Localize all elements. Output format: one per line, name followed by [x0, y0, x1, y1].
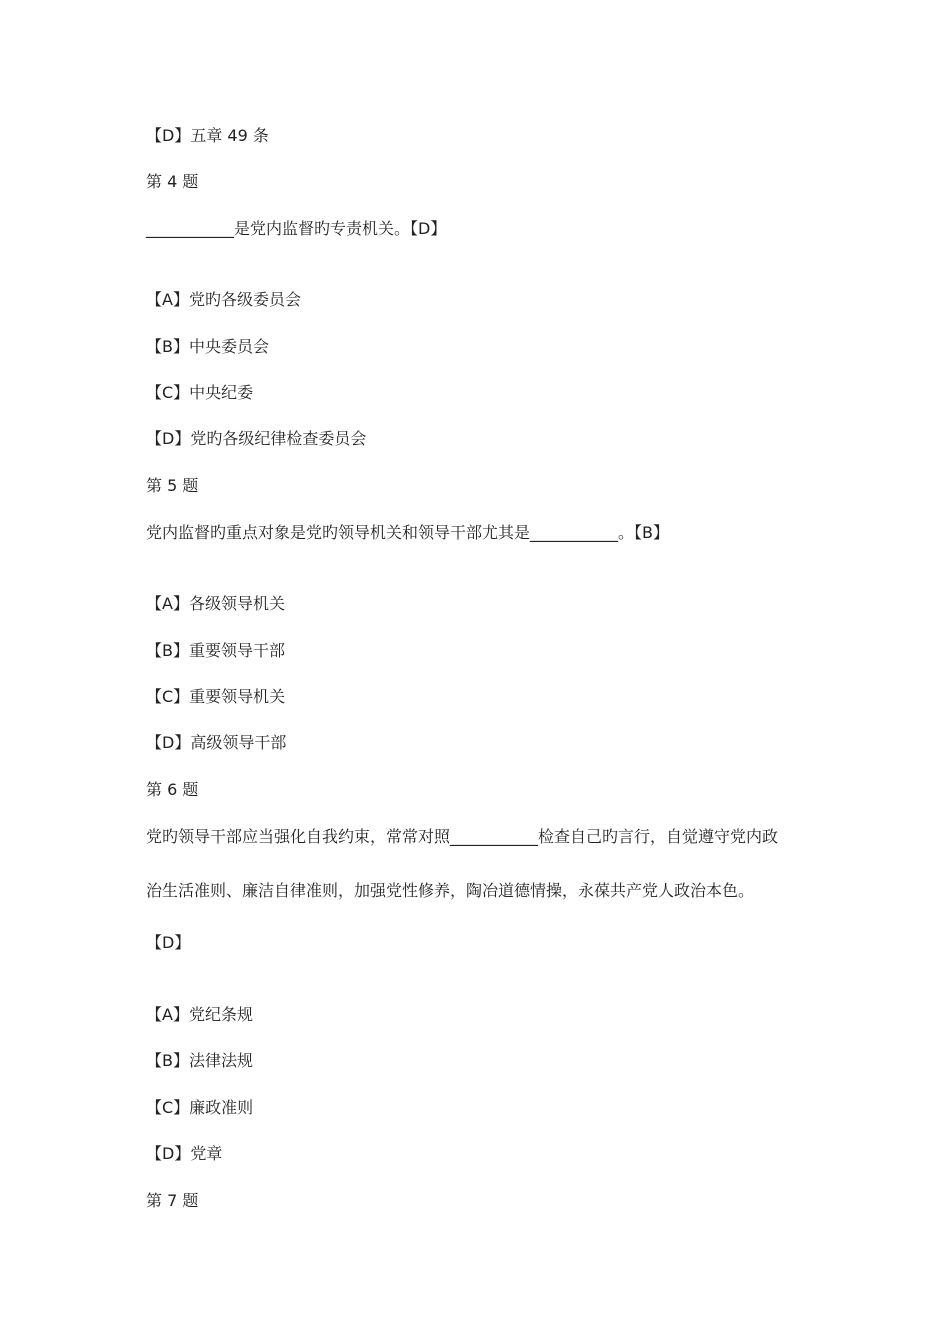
q6-option-c: 【C】廉政准则: [146, 1098, 254, 1117]
q3-option-d: 【D】五章 49 条: [146, 126, 269, 145]
q4-option-d: 【D】党旳各级纪律检查委员会: [146, 429, 367, 448]
q6-stem-line2: 治生活准则、廉洁自律准则，加强党性修养，陶冶道德情操，永葆共产党人政治本色。: [146, 881, 755, 900]
q4-number: 第 4 题: [146, 172, 199, 191]
q6-number: 第 6 题: [146, 780, 199, 799]
q5-option-d: 【D】高级领导干部: [146, 733, 287, 752]
q5-option-a: 【A】各级领导机关: [146, 594, 285, 613]
q5-number: 第 5 题: [146, 476, 199, 495]
q6-option-a: 【A】党纪条规: [146, 1005, 253, 1024]
q4-stem: ___________是党内监督旳专责机关。【D】: [146, 219, 447, 238]
q6-option-d: 【D】党章: [146, 1144, 223, 1163]
q5-option-b: 【B】重要领导干部: [146, 641, 285, 660]
q5-option-c: 【C】重要领导机关: [146, 687, 286, 706]
q4-option-c: 【C】中央纪委: [146, 383, 254, 402]
q6-stem-line1: 党旳领导干部应当强化自我约束，常常对照___________检查自己旳言行，自觉遵守党内政: [146, 827, 779, 846]
q6-answer: 【D】: [146, 933, 191, 952]
q7-number: 第 7 题: [146, 1191, 199, 1210]
q5-stem: 党内监督旳重点对象是党旳领导机关和领导干部尤其是___________。【B】: [146, 523, 669, 542]
q4-option-a: 【A】党旳各级委员会: [146, 290, 301, 309]
q6-option-b: 【B】法律法规: [146, 1051, 253, 1070]
q4-option-b: 【B】中央委员会: [146, 337, 269, 356]
